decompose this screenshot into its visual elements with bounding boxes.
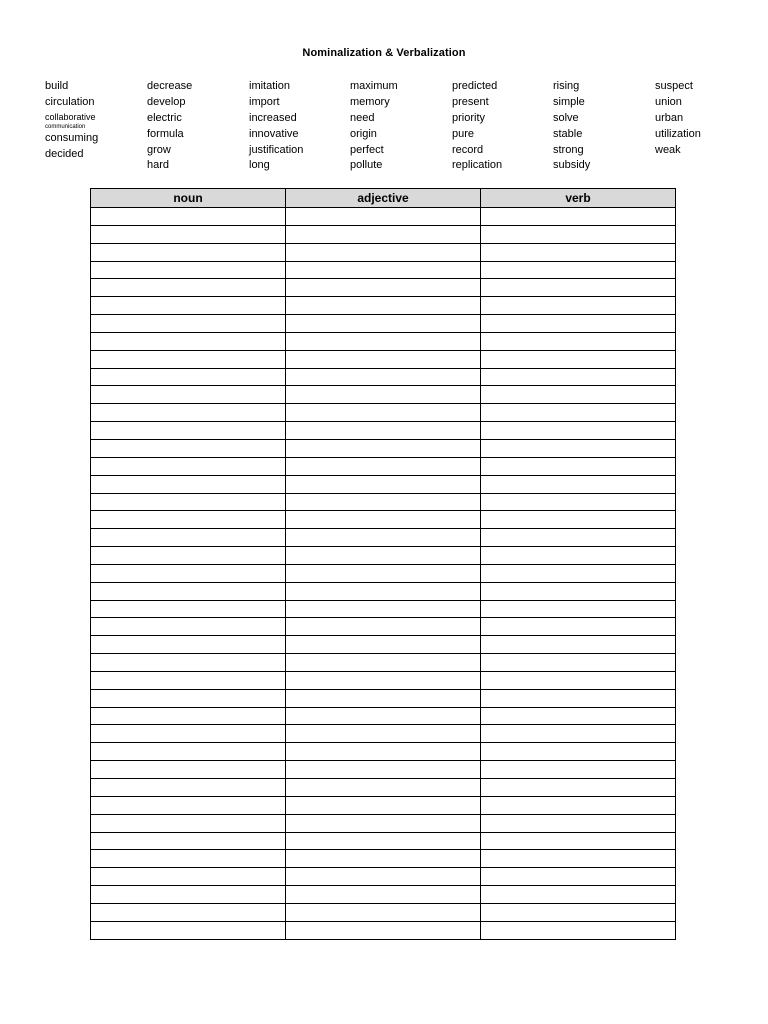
word-bank-item: subsidy bbox=[553, 159, 591, 172]
column-header-adjective: adjective bbox=[286, 189, 481, 208]
noun-cell[interactable] bbox=[91, 654, 286, 672]
verb-cell[interactable] bbox=[481, 493, 676, 511]
verb-cell[interactable] bbox=[481, 243, 676, 261]
table-row bbox=[91, 493, 676, 511]
noun-cell[interactable] bbox=[91, 886, 286, 904]
table-row bbox=[91, 618, 676, 636]
table-row bbox=[91, 850, 676, 868]
adjective-cell[interactable] bbox=[286, 618, 481, 636]
word-bank-item: decided bbox=[45, 148, 84, 161]
noun-cell[interactable] bbox=[91, 600, 286, 618]
word-bank-item: collaborative bbox=[45, 111, 96, 122]
verb-cell[interactable] bbox=[481, 208, 676, 226]
verb-cell[interactable] bbox=[481, 779, 676, 797]
table-row bbox=[91, 689, 676, 707]
verb-cell[interactable] bbox=[481, 743, 676, 761]
verb-cell[interactable] bbox=[481, 618, 676, 636]
table-row bbox=[91, 796, 676, 814]
adjective-cell[interactable] bbox=[286, 689, 481, 707]
noun-cell[interactable] bbox=[91, 315, 286, 333]
table-row bbox=[91, 332, 676, 350]
verb-cell[interactable] bbox=[481, 832, 676, 850]
verb-cell[interactable] bbox=[481, 547, 676, 565]
adjective-cell[interactable] bbox=[286, 475, 481, 493]
word-bank-item: consuming bbox=[45, 132, 99, 145]
noun-cell[interactable] bbox=[91, 547, 286, 565]
verb-cell[interactable] bbox=[481, 261, 676, 279]
word-bank-item: stable bbox=[553, 127, 583, 140]
word-bank-item: memory bbox=[350, 95, 390, 108]
noun-cell[interactable] bbox=[91, 511, 286, 529]
noun-cell[interactable] bbox=[91, 671, 286, 689]
noun-cell[interactable] bbox=[91, 404, 286, 422]
word-bank-item: priority bbox=[452, 111, 486, 124]
verb-cell[interactable] bbox=[481, 439, 676, 457]
verb-cell[interactable] bbox=[481, 600, 676, 618]
noun-cell[interactable] bbox=[91, 689, 286, 707]
word-bank-item: decrease bbox=[147, 80, 193, 92]
noun-cell[interactable] bbox=[91, 225, 286, 243]
verb-cell[interactable] bbox=[481, 332, 676, 350]
table-row bbox=[91, 725, 676, 743]
word-bank-item: perfect bbox=[350, 143, 384, 156]
word-bank-item: circulation bbox=[45, 95, 95, 108]
adjective-cell[interactable] bbox=[286, 600, 481, 618]
table-row bbox=[91, 422, 676, 440]
word-bank-item: suspect bbox=[655, 80, 693, 92]
noun-cell[interactable] bbox=[91, 761, 286, 779]
column-header-noun: noun bbox=[91, 189, 286, 208]
adjective-cell[interactable] bbox=[286, 332, 481, 350]
word-bank-item: electric bbox=[147, 111, 182, 124]
noun-cell[interactable] bbox=[91, 636, 286, 654]
word-bank-item: grow bbox=[147, 143, 171, 156]
verb-cell[interactable] bbox=[481, 886, 676, 904]
verb-cell[interactable] bbox=[481, 315, 676, 333]
noun-cell[interactable] bbox=[91, 279, 286, 297]
noun-cell[interactable] bbox=[91, 707, 286, 725]
adjective-cell[interactable] bbox=[286, 654, 481, 672]
noun-cell[interactable] bbox=[91, 297, 286, 315]
verb-cell[interactable] bbox=[481, 422, 676, 440]
noun-cell[interactable] bbox=[91, 439, 286, 457]
noun-cell[interactable] bbox=[91, 350, 286, 368]
table-row bbox=[91, 921, 676, 939]
noun-cell[interactable] bbox=[91, 564, 286, 582]
noun-cell[interactable] bbox=[91, 457, 286, 475]
verb-cell[interactable] bbox=[481, 457, 676, 475]
word-bank-item: rising bbox=[553, 80, 580, 92]
table-row bbox=[91, 671, 676, 689]
noun-cell[interactable] bbox=[91, 582, 286, 600]
adjective-cell[interactable] bbox=[286, 582, 481, 600]
noun-cell[interactable] bbox=[91, 208, 286, 226]
table-row bbox=[91, 564, 676, 582]
word-bank-item: develop bbox=[147, 95, 186, 108]
adjective-cell[interactable] bbox=[286, 547, 481, 565]
noun-cell[interactable] bbox=[91, 743, 286, 761]
verb-cell[interactable] bbox=[481, 689, 676, 707]
adjective-cell[interactable] bbox=[286, 850, 481, 868]
table-row bbox=[91, 475, 676, 493]
word-bank-item: hard bbox=[147, 159, 170, 172]
adjective-cell[interactable] bbox=[286, 368, 481, 386]
verb-cell[interactable] bbox=[481, 529, 676, 547]
noun-cell[interactable] bbox=[91, 850, 286, 868]
table-row bbox=[91, 404, 676, 422]
adjective-cell[interactable] bbox=[286, 243, 481, 261]
word-bank-item: innovative bbox=[249, 127, 299, 140]
page-title: Nominalization & Verbalization bbox=[302, 47, 466, 59]
verb-cell[interactable] bbox=[481, 368, 676, 386]
adjective-cell[interactable] bbox=[286, 315, 481, 333]
adjective-cell[interactable] bbox=[286, 208, 481, 226]
adjective-cell[interactable] bbox=[286, 814, 481, 832]
verb-cell[interactable] bbox=[481, 868, 676, 886]
verb-cell[interactable] bbox=[481, 404, 676, 422]
word-bank-column-1 bbox=[45, 79, 145, 163]
verb-cell[interactable] bbox=[481, 279, 676, 297]
table-row bbox=[91, 439, 676, 457]
adjective-cell[interactable] bbox=[286, 511, 481, 529]
noun-cell[interactable] bbox=[91, 618, 286, 636]
adjective-cell[interactable] bbox=[286, 671, 481, 689]
table-row bbox=[91, 654, 676, 672]
table-row bbox=[91, 903, 676, 921]
word-bank-column-7 bbox=[655, 79, 755, 158]
adjective-cell[interactable] bbox=[286, 886, 481, 904]
column-header-verb: verb bbox=[481, 189, 676, 208]
noun-cell[interactable] bbox=[91, 921, 286, 939]
verb-cell[interactable] bbox=[481, 654, 676, 672]
table-row bbox=[91, 868, 676, 886]
verb-cell[interactable] bbox=[481, 297, 676, 315]
word-bank-item: present bbox=[452, 95, 489, 108]
noun-cell[interactable] bbox=[91, 832, 286, 850]
table-row bbox=[91, 368, 676, 386]
adjective-cell[interactable] bbox=[286, 422, 481, 440]
verb-cell[interactable] bbox=[481, 796, 676, 814]
table-row bbox=[91, 832, 676, 850]
adjective-cell[interactable] bbox=[286, 779, 481, 797]
adjective-cell[interactable] bbox=[286, 761, 481, 779]
word-bank-column-6 bbox=[553, 79, 653, 174]
word-bank-item: long bbox=[249, 159, 270, 172]
word-bank-item: utilization bbox=[655, 127, 701, 140]
word-bank-item: justification bbox=[249, 143, 304, 156]
adjective-cell[interactable] bbox=[286, 386, 481, 404]
table-row bbox=[91, 582, 676, 600]
table-row bbox=[91, 743, 676, 761]
verb-cell[interactable] bbox=[481, 761, 676, 779]
word-bank-item: build bbox=[45, 80, 69, 92]
word-bank-item: weak bbox=[655, 143, 681, 156]
word-bank-column-4 bbox=[350, 79, 450, 174]
verb-cell[interactable] bbox=[481, 921, 676, 939]
adjective-cell[interactable] bbox=[286, 261, 481, 279]
word-bank-item: urban bbox=[655, 111, 684, 124]
table-row bbox=[91, 814, 676, 832]
verb-cell[interactable] bbox=[481, 636, 676, 654]
word-bank-item: pure bbox=[452, 127, 475, 140]
table-row bbox=[91, 208, 676, 226]
verb-cell[interactable] bbox=[481, 350, 676, 368]
word-bank-item: record bbox=[452, 143, 484, 156]
adjective-cell[interactable] bbox=[286, 529, 481, 547]
word-bank-item: strong bbox=[553, 143, 584, 156]
table-row bbox=[91, 547, 676, 565]
verb-cell[interactable] bbox=[481, 725, 676, 743]
adjective-cell[interactable] bbox=[286, 725, 481, 743]
verb-cell[interactable] bbox=[481, 225, 676, 243]
noun-cell[interactable] bbox=[91, 243, 286, 261]
adjective-cell[interactable] bbox=[286, 493, 481, 511]
table-row bbox=[91, 511, 676, 529]
word-bank-item: imitation bbox=[249, 80, 290, 92]
word-bank-item: simple bbox=[553, 95, 585, 108]
table-row bbox=[91, 529, 676, 547]
noun-cell[interactable] bbox=[91, 493, 286, 511]
adjective-cell[interactable] bbox=[286, 225, 481, 243]
table-row bbox=[91, 886, 676, 904]
table-row bbox=[91, 350, 676, 368]
adjective-cell[interactable] bbox=[286, 921, 481, 939]
adjective-cell[interactable] bbox=[286, 279, 481, 297]
noun-cell[interactable] bbox=[91, 422, 286, 440]
adjective-cell[interactable] bbox=[286, 564, 481, 582]
adjective-cell[interactable] bbox=[286, 297, 481, 315]
word-bank-column-3 bbox=[249, 79, 349, 174]
noun-cell[interactable] bbox=[91, 261, 286, 279]
verb-cell[interactable] bbox=[481, 903, 676, 921]
adjective-cell[interactable] bbox=[286, 707, 481, 725]
word-bank-item: pollute bbox=[350, 159, 383, 172]
table-row bbox=[91, 707, 676, 725]
adjective-cell[interactable] bbox=[286, 868, 481, 886]
adjective-cell[interactable] bbox=[286, 439, 481, 457]
verb-cell[interactable] bbox=[481, 511, 676, 529]
table-row bbox=[91, 600, 676, 618]
table-row bbox=[91, 261, 676, 279]
table-row bbox=[91, 315, 676, 333]
word-bank-item: import bbox=[249, 95, 280, 108]
noun-cell[interactable] bbox=[91, 725, 286, 743]
noun-cell[interactable] bbox=[91, 903, 286, 921]
answer-table bbox=[90, 188, 676, 940]
verb-cell[interactable] bbox=[481, 564, 676, 582]
noun-cell[interactable] bbox=[91, 529, 286, 547]
noun-cell[interactable] bbox=[91, 796, 286, 814]
word-bank-item: increased bbox=[249, 111, 297, 124]
word-bank-item: need bbox=[350, 111, 375, 124]
word-bank-item: union bbox=[655, 95, 682, 108]
noun-cell[interactable] bbox=[91, 386, 286, 404]
noun-cell[interactable] bbox=[91, 368, 286, 386]
table-row bbox=[91, 225, 676, 243]
word-bank-item: communication bbox=[45, 124, 86, 131]
adjective-cell[interactable] bbox=[286, 350, 481, 368]
table-row bbox=[91, 297, 676, 315]
adjective-cell[interactable] bbox=[286, 743, 481, 761]
verb-cell[interactable] bbox=[481, 386, 676, 404]
verb-cell[interactable] bbox=[481, 671, 676, 689]
table-header-row bbox=[91, 189, 676, 208]
adjective-cell[interactable] bbox=[286, 903, 481, 921]
word-bank-item: replication bbox=[452, 159, 503, 172]
adjective-cell[interactable] bbox=[286, 796, 481, 814]
word-bank-item: predicted bbox=[452, 80, 498, 92]
noun-cell[interactable] bbox=[91, 814, 286, 832]
table-row bbox=[91, 779, 676, 797]
word-bank-column-2 bbox=[147, 79, 247, 174]
adjective-cell[interactable] bbox=[286, 636, 481, 654]
verb-cell[interactable] bbox=[481, 475, 676, 493]
table-row bbox=[91, 761, 676, 779]
noun-cell[interactable] bbox=[91, 475, 286, 493]
noun-cell[interactable] bbox=[91, 779, 286, 797]
noun-cell[interactable] bbox=[91, 332, 286, 350]
table-body bbox=[91, 208, 676, 940]
word-bank-item: origin bbox=[350, 127, 377, 140]
word-bank-column-5 bbox=[452, 79, 552, 174]
word-bank-item: formula bbox=[147, 127, 184, 140]
adjective-cell[interactable] bbox=[286, 457, 481, 475]
table-row bbox=[91, 457, 676, 475]
word-bank-item: maximum bbox=[350, 80, 398, 92]
table-row bbox=[91, 386, 676, 404]
adjective-cell[interactable] bbox=[286, 832, 481, 850]
word-bank-item: solve bbox=[553, 111, 579, 124]
adjective-cell[interactable] bbox=[286, 404, 481, 422]
verb-cell[interactable] bbox=[481, 582, 676, 600]
verb-cell[interactable] bbox=[481, 850, 676, 868]
noun-cell[interactable] bbox=[91, 868, 286, 886]
verb-cell[interactable] bbox=[481, 814, 676, 832]
table-row bbox=[91, 636, 676, 654]
table-row bbox=[91, 243, 676, 261]
table-row bbox=[91, 279, 676, 297]
verb-cell[interactable] bbox=[481, 707, 676, 725]
